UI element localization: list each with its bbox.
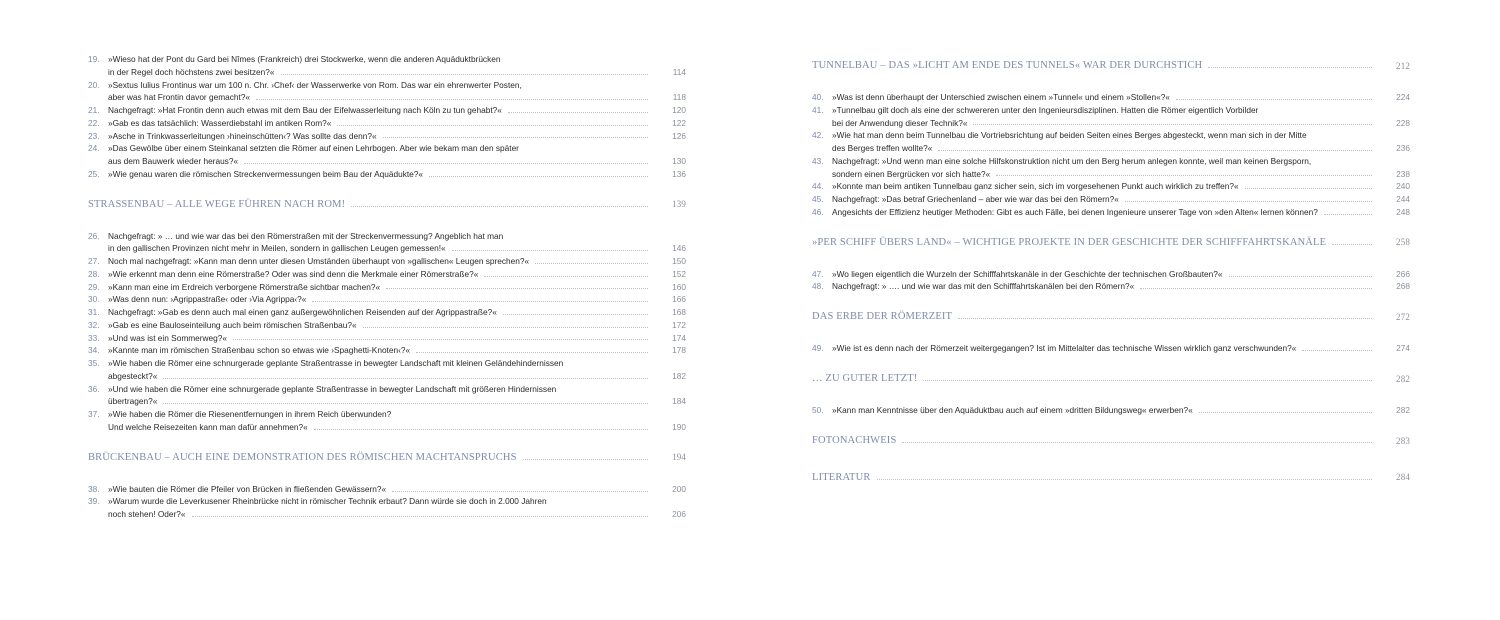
dot-leader [233,339,648,340]
entry-last-line [108,168,686,181]
entry-body [108,117,686,130]
dot-leader [923,380,1372,381]
entry-body [832,268,1410,281]
entry-last-line [108,130,686,143]
section-page-number: 139 [672,199,686,210]
section-heading [812,428,1410,454]
dot-leader [523,459,648,460]
entry-body [832,155,1410,181]
entry-body [108,293,686,306]
entry-body [108,357,686,383]
dot-leader [1176,99,1372,100]
section-heading [88,445,686,471]
entry-body [832,404,1410,417]
toc-right-column [812,53,1410,490]
section-title: BRÜCKENBAU – AUCH EINE DEMONSTRATION DES RÖMISCHEN MACHTANSPRUCHS [88,451,517,463]
entry-last-line [832,168,1410,181]
toc-entry [812,280,1410,293]
entry-number: 44. [812,181,824,192]
dot-leader [973,124,1372,125]
toc-entry [88,168,686,181]
entry-page-number: 172 [672,319,686,330]
entry-text-line: aus dem Bauwerk wieder heraus?« [108,156,239,166]
entry-text-line: abgesteckt?« [108,370,158,381]
dot-leader [416,352,648,353]
entry-text-line: Nachgefragt: »Das betraf Griechenland – aber wie war das bei den Römern?« [832,194,1119,205]
entry-body [832,342,1410,355]
entry-last-line [832,193,1410,206]
entry-number: 24. [88,143,100,154]
section-heading [812,230,1410,256]
entry-number: 19. [88,54,100,64]
entry-page-number: 244 [1396,194,1410,205]
entry-body [108,268,686,281]
section-page-number: 212 [1396,60,1410,71]
entry-text-line: Noch mal nachgefragt: »Kann man denn unter diesen Umständen überhaupt von »gallischen« Leugen sprechen?« [108,256,530,267]
entry-number: 49. [812,343,824,354]
entry-body [108,230,686,256]
entry-page-number: 268 [1396,281,1410,292]
entry-body [832,129,1410,155]
entry-body [108,130,686,143]
entry-last-line [832,142,1410,155]
entry-number: 38. [88,483,100,494]
entry-number: 33. [88,332,100,343]
toc-entry [812,342,1410,355]
entry-last-line [108,344,686,357]
entry-last-line [832,180,1410,193]
toc-entry [88,319,686,332]
section-title: TUNNELBAU – DAS »LICHT AM ENDE DES TUNNELS« WAR DER DURCHSTICH [812,60,1203,72]
section-page-number: 272 [1396,311,1410,322]
entry-text-line: »Wie erkennt man denn eine Römerstraße? Oder was sind denn die Merkmale einer Römerstraße?« [108,268,479,279]
dot-leader [256,99,648,100]
entry-body [108,255,686,268]
entry-last-line [832,268,1410,281]
entry-body [108,281,686,294]
dot-leader [392,491,648,492]
entry-last-line [108,395,686,408]
entry-page-number: 114 [672,66,686,77]
entry-text-line: in den gallischen Provinzen nicht mehr in Meilen, sondern in gallischen Leugen gemessen!« [108,243,446,254]
entry-number: 48. [812,281,824,292]
entry-text-line: übertragen?« [108,396,158,407]
entry-text-line: »Das Gewölbe über einem Steinkanal setzten die Römer auf einen Lehrbogen. Aber wie bekam man den später [108,143,519,154]
entry-page-number: 166 [672,294,686,305]
entry-text-line: »Wieso hat der Pont du Gard bei Nîmes (Frankreich) drei Stockwerke, wenn die anderen Aquäduktbrücken [108,54,501,64]
entry-page-number: 236 [1396,143,1410,154]
toc-entry [88,383,686,409]
entry-text-line: »Wie genau waren die römischen Streckenvermessungen beim Bau der Aquädukte?« [108,168,424,179]
section-title: »PER SCHIFF ÜBERS LAND« – WICHTIGE PROJEKTE IN DER GESCHICHTE DER SCHIFFFAHRTSKANÄLE [812,236,1327,248]
entry-last-line [108,268,686,281]
entry-page-number: 122 [672,117,686,128]
toc-entry [88,281,686,294]
entry-last-line [108,332,686,345]
entry-last-line [108,281,686,294]
entry-last-line [832,117,1410,130]
entry-body [108,332,686,345]
entry-text-line: »Und was ist ein Sommerweg?« [108,332,227,343]
toc-entry [88,293,686,306]
entry-last-line [108,104,686,117]
entry-last-line [832,404,1410,417]
entry-page-number: 266 [1396,268,1410,279]
dot-leader [351,206,648,207]
entry-last-line [108,421,686,434]
entry-last-line [832,342,1410,355]
section-page-number: 282 [1396,373,1410,384]
entry-text-line: Angesichts der Effizienz heutiger Methoden: Gibt es auch Fälle, bei denen Ingenieure unserer Tage von »den Alten« lernen können? [832,206,1318,217]
dot-leader [996,175,1372,176]
entry-text-line: Nachgefragt: »Und wenn man eine solche Hilfskonstruktion nicht um den Berg herum anlegen konnte, weil man keinen Bergsporn, [832,155,1312,166]
entry-text-line: »Kann man eine im Erdreich verborgene Römerstraße sichtbar machen?« [108,281,381,292]
toc-entry [88,79,686,105]
toc-entry [812,155,1410,181]
entry-text-line: aber was hat Frontin davor gemacht?« [108,92,251,103]
entry-text-line: Nachgefragt: » … und wie war das bei den Römerstraßen mit der Streckenvermessung? Angeblich hat man [108,230,504,241]
entry-number: 37. [88,409,100,420]
toc-entry [812,129,1410,155]
entry-body [108,142,686,168]
dot-leader [958,318,1372,319]
entry-number: 35. [88,358,100,369]
entry-last-line [108,117,686,130]
entry-text-line: sondern einen Bergrücken vor sich hatte?« [832,168,991,179]
entry-last-line [108,508,686,521]
section-title: … ZU GUTER LETZT! [812,373,918,385]
entry-number: 27. [88,256,100,267]
dot-leader [503,314,648,315]
section-heading [812,304,1410,330]
entry-text-line: »Gab es das tatsächlich: Wasserdiebstahl im antiken Rom?« [108,117,332,128]
entry-text-line: des Berges treffen wollte?« [832,143,933,154]
section-heading [812,464,1410,490]
entry-body [108,104,686,117]
entry-page-number: 282 [1396,405,1410,416]
section-title: STRASSENBAU – ALLE WEGE FÜHREN NACH ROM! [88,198,346,210]
entry-number: 32. [88,319,100,330]
entry-text-line: »Warum wurde die Leverkusener Rheinbrücke nicht in römischer Technik erbaut? Dann würde sie doch in 2.000 Jahren [108,496,547,507]
toc-entry [88,332,686,345]
dot-leader [1324,214,1372,215]
entry-text-line: »Sextus Iulius Frontinus war um 100 n. Chr. ›Chef‹ der Wasserwerke von Rom. Das war ein ehrenwerter Posten, [108,79,522,90]
toc-entry [88,255,686,268]
entry-number: 41. [812,104,824,115]
entry-number: 21. [88,105,100,115]
entry-number: 29. [88,281,100,292]
entry-body [832,91,1410,104]
entry-number: 46. [812,206,824,217]
section-title: FOTONACHWEIS [812,435,897,447]
entry-page-number: 274 [1396,343,1410,354]
dot-leader [902,442,1372,443]
dot-leader [452,250,648,251]
entry-page-number: 146 [672,243,686,254]
toc-entry [88,408,686,434]
entry-text-line: »Kannte man im römischen Straßenbau schon so etwas wie ›Spaghetti-Knoten‹?« [108,345,411,356]
entry-page-number: 184 [672,396,686,407]
entry-number: 47. [812,268,824,279]
dot-leader [1140,288,1372,289]
dot-leader [363,327,648,328]
section-spacer [88,217,686,230]
entry-last-line [108,293,686,306]
toc-entry [812,193,1410,206]
dot-leader [535,263,648,264]
entry-page-number: 168 [672,307,686,318]
dot-leader [386,288,648,289]
dot-leader [314,429,648,430]
entry-body [832,280,1410,293]
entry-number: 23. [88,130,100,141]
toc-entry [88,357,686,383]
entry-text-line: in der Regel doch höchstens zwei besitzen?« [108,66,275,77]
entry-body [832,180,1410,193]
section-spacer [88,470,686,483]
entry-text-line: Nachgefragt: »Gab es denn auch mal einen ganz außergewöhnlichen Reisenden auf der Agrippastraße?« [108,307,497,318]
entry-page-number: 174 [672,332,686,343]
entry-page-number: 150 [672,256,686,267]
toc-entry [88,306,686,319]
entry-number: 26. [88,230,100,241]
dot-leader [1332,244,1372,245]
entry-last-line [108,483,686,496]
dot-leader [508,112,648,113]
entry-page-number: 190 [672,421,686,432]
entry-text-line: »Wie haben die Römer eine schnurgerade geplante Straßentrasse in bewegter Landschaft mit kleinen Geländehindernissen [108,358,564,369]
toc-entry [88,104,686,117]
dot-leader [1208,67,1372,68]
dot-leader [163,378,648,379]
toc-entry [88,268,686,281]
entry-number: 36. [88,383,100,394]
entry-text-line: »Wie bauten die Römer die Pfeiler von Brücken in fließenden Gewässern?« [108,483,387,494]
entry-text-line: Nachgefragt: » …. und wie war das mit den Schifffahrtskanälen bei den Römern?« [832,281,1135,292]
entry-page-number: 118 [672,92,686,103]
section-spacer [812,330,1410,343]
dot-leader [1199,412,1372,413]
dot-leader [938,150,1372,151]
entry-page-number: 224 [1396,92,1410,103]
toc-entry [812,206,1410,219]
toc-entry [88,495,686,521]
section-spacer [812,255,1410,268]
toc-entry [812,104,1410,130]
toc-entry [812,268,1410,281]
entry-last-line [108,319,686,332]
toc-entry [88,344,686,357]
entry-page-number: 120 [672,105,686,115]
entry-number: 34. [88,345,100,356]
dot-leader [877,479,1372,480]
toc-entry [812,91,1410,104]
entry-text-line: Nachgefragt: »Hat Frontin denn auch etwas mit dem Bau der Eifelwasserleitung nach Köln zu tun gehabt?« [108,105,502,115]
entry-body [108,53,686,79]
entry-text-line: »Und wie haben die Römer eine schnurgerade geplante Straßentrasse in bewegter Landschaft mit größeren Hindernissen [108,383,557,394]
entry-text-line: »Konnte man beim antiken Tunnelbau ganz sicher sein, sich im vorgesehenen Punkt auch wirklich zu treffen?« [832,181,1239,192]
dot-leader [1125,201,1372,202]
toc-entry [88,130,686,143]
section-title: DAS ERBE DER RÖMERZEIT [812,311,953,323]
section-page-number: 283 [1396,435,1410,446]
entry-page-number: 136 [672,168,686,179]
entry-body [832,206,1410,219]
dot-leader [429,176,648,177]
entry-number: 39. [88,496,100,507]
section-heading [88,192,686,218]
dot-leader [281,74,648,75]
toc-left-column [88,53,686,521]
dot-leader [163,403,648,404]
toc-entry [812,180,1410,193]
entry-number: 50. [812,405,824,416]
entry-body [108,383,686,409]
dot-leader [312,301,648,302]
entry-number: 30. [88,294,100,305]
entry-last-line [108,306,686,319]
toc-entry [88,230,686,256]
entry-body [832,104,1410,130]
entry-number: 43. [812,155,824,166]
dot-leader [383,137,648,138]
entry-body [108,306,686,319]
section-page-number: 194 [672,452,686,463]
toc-entry [88,142,686,168]
entry-last-line [832,206,1410,219]
entry-text-line: »Kann man Kenntnisse über den Aquäduktbau auch auf einem »dritten Bildungsweg« erwerben?« [832,405,1193,416]
entry-page-number: 130 [672,156,686,166]
entry-text-line: bei der Anwendung dieser Technik?« [832,117,968,128]
entry-page-number: 240 [1396,181,1410,192]
dot-leader [1302,350,1372,351]
entry-body [108,79,686,105]
dot-leader [192,516,649,517]
entry-last-line [108,155,686,168]
entry-body [108,319,686,332]
entry-page-number: 200 [672,483,686,494]
entry-page-number: 248 [1396,206,1410,217]
toc-entry [88,53,686,79]
dot-leader [1229,276,1373,277]
entry-text-line: Und welche Reisezeiten kann man dafür annehmen?« [108,421,308,432]
entry-last-line [108,66,686,79]
entry-page-number: 238 [1396,168,1410,179]
entry-text-line: »Asche in Trinkwasserleitungen ›hineinschütten‹? Was sollte das denn?« [108,130,377,141]
entry-body [108,168,686,181]
entry-last-line [832,280,1410,293]
entry-last-line [108,370,686,383]
section-page-number: 258 [1396,237,1410,248]
entry-page-number: 228 [1396,117,1410,128]
entry-text-line: »Gab es eine Bauloseinteilung auch beim römischen Straßenbau?« [108,319,357,330]
entry-page-number: 160 [672,281,686,292]
section-spacer [812,392,1410,405]
entry-page-number: 182 [672,370,686,381]
entry-number: 22. [88,117,100,128]
entry-body [108,408,686,434]
dot-leader [484,276,648,277]
dot-leader [1245,188,1372,189]
dot-leader [244,163,648,164]
entry-text-line: »Wo liegen eigentlich die Wurzeln der Schifffahrtskanäle in der Geschichte der technischen Großbauten?« [832,268,1223,279]
entry-last-line [108,91,686,104]
entry-text-line: »Was ist denn überhaupt der Unterschied zwischen einem »Tunnel« und einem »Stollen«?« [832,92,1170,103]
entry-text-line: »Tunnelbau gilt doch als eine der schwereren unter den Ingenieursdisziplinen. Hatten die Römer eigentlich Vorbilder [832,104,1259,115]
entry-number: 42. [812,130,824,141]
entry-last-line [108,242,686,255]
toc-entry [812,404,1410,417]
entry-last-line [832,91,1410,104]
entry-number: 40. [812,92,824,103]
entry-text-line: »Wie ist es denn nach der Römerzeit weitergegangen? Ist im Mittelalter das technische Wissen wirklich ganz verschwunden?« [832,343,1297,354]
toc-entry [88,483,686,496]
entry-number: 28. [88,268,100,279]
entry-number: 45. [812,194,824,205]
dot-leader [337,125,648,126]
section-heading [812,53,1410,79]
toc-entry [88,117,686,130]
entry-body [108,495,686,521]
entry-last-line [108,255,686,268]
entry-page-number: 126 [672,130,686,141]
entry-text-line: »Wie hat man denn beim Tunnelbau die Vortriebsrichtung auf beiden Seiten eines Berges abgesteckt, wenn man sich in der Mitte [832,130,1307,141]
entry-number: 25. [88,168,100,179]
entry-body [108,344,686,357]
entry-text-line: »Was denn nun: ›Agrippastraße‹ oder ›Via Agrippa‹?« [108,294,307,305]
entry-page-number: 152 [672,268,686,279]
entry-number: 20. [88,79,100,90]
entry-page-number: 206 [672,509,686,520]
section-heading [812,366,1410,392]
entry-body [108,483,686,496]
section-spacer [812,79,1410,92]
entry-text-line: »Wie haben die Römer die Riesenentfernungen in ihrem Reich überwunden? [108,409,392,420]
entry-number: 31. [88,307,100,318]
entry-page-number: 178 [672,345,686,356]
entry-body [832,193,1410,206]
entry-text-line: noch stehen! Oder?« [108,509,186,520]
section-page-number: 284 [1396,472,1410,483]
section-title: LITERATUR [812,471,871,483]
